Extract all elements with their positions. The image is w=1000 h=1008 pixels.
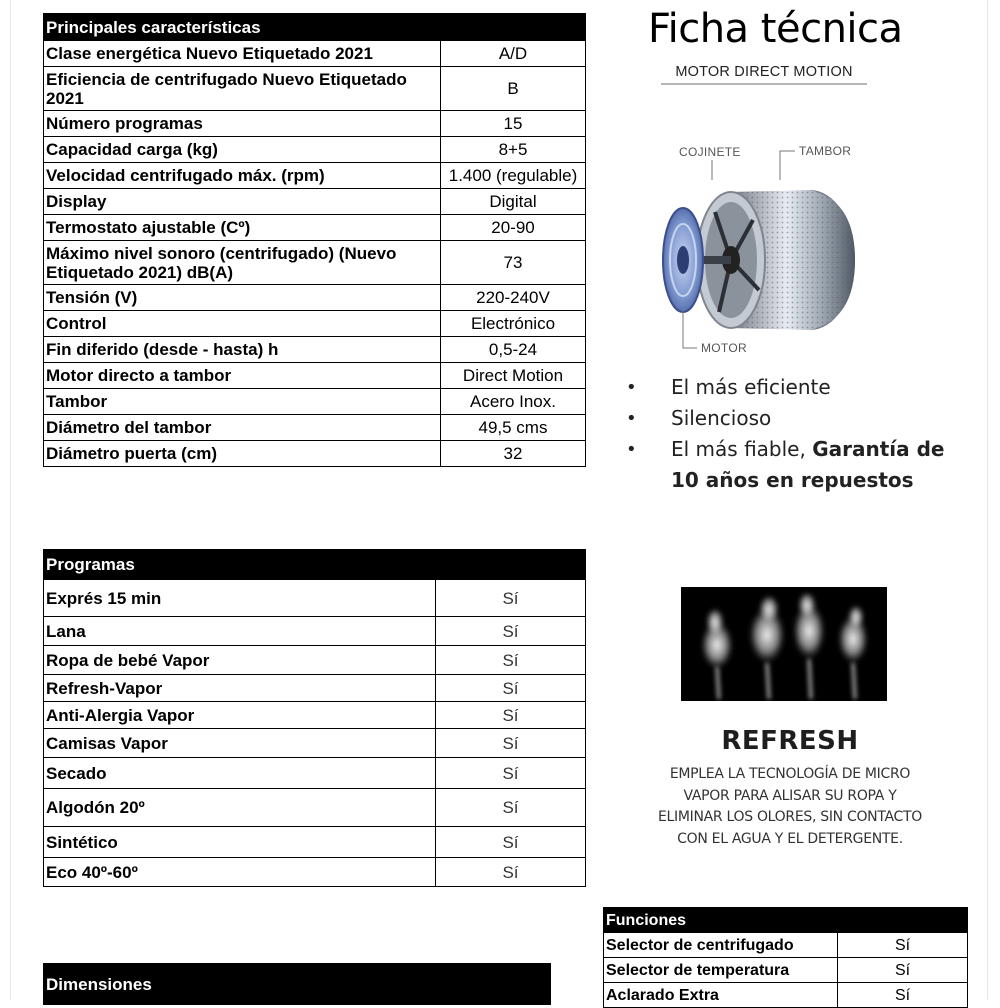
feature-text: El más fiable, bbox=[671, 437, 813, 461]
list-item bbox=[626, 403, 956, 434]
spec-value: 73 bbox=[441, 241, 586, 285]
spec-label: Número programas bbox=[44, 111, 441, 137]
program-label: Lana bbox=[44, 617, 436, 646]
table-row bbox=[44, 758, 586, 789]
table-row bbox=[44, 646, 586, 675]
motor-drum-illustration bbox=[655, 140, 870, 360]
program-value: Sí bbox=[436, 617, 586, 646]
program-value: Sí bbox=[436, 827, 586, 858]
spec-label: Diámetro puerta (cm) bbox=[44, 441, 441, 467]
list-item bbox=[626, 434, 956, 496]
spec-value: 220-240V bbox=[441, 285, 586, 311]
main-specs-header: Principales características bbox=[44, 14, 586, 41]
table-row bbox=[44, 337, 586, 363]
bearing-label: COJINETE bbox=[679, 145, 741, 159]
main-specs-header-row bbox=[44, 14, 586, 41]
spec-label: Máximo nivel sonoro (centrifugado) (Nuevo Etiquetado 2021) dB(A) bbox=[44, 241, 441, 285]
drum-label: TAMBOR bbox=[799, 144, 852, 158]
table-row bbox=[44, 163, 586, 189]
motor-diagram bbox=[655, 140, 870, 360]
programs-header: Programas bbox=[44, 550, 436, 580]
program-label: Camisas Vapor bbox=[44, 729, 436, 758]
table-row bbox=[44, 441, 586, 467]
function-value: Sí bbox=[838, 958, 968, 983]
table-row bbox=[604, 958, 968, 983]
spec-value: 15 bbox=[441, 111, 586, 137]
spec-value: B bbox=[441, 67, 586, 111]
spec-label: Clase energética Nuevo Etiquetado 2021 bbox=[44, 41, 441, 67]
table-row bbox=[44, 789, 586, 827]
program-value: Sí bbox=[436, 858, 586, 887]
spec-value: A/D bbox=[441, 41, 586, 67]
dimensions-header-row bbox=[44, 964, 551, 1005]
table-row bbox=[44, 41, 586, 67]
table-row bbox=[44, 580, 586, 617]
spec-label: Capacidad carga (kg) bbox=[44, 137, 441, 163]
spec-label: Display bbox=[44, 189, 441, 215]
spec-label: Diámetro del tambor bbox=[44, 415, 441, 441]
spec-value: Digital bbox=[441, 189, 586, 215]
table-row bbox=[44, 729, 586, 758]
function-label: Selector de centrifugado bbox=[604, 933, 838, 958]
steam-image bbox=[681, 587, 887, 701]
programs-header-blank bbox=[436, 550, 586, 580]
table-row bbox=[44, 111, 586, 137]
function-label: Aclarado Extra bbox=[604, 983, 838, 1008]
program-label: Exprés 15 min bbox=[44, 580, 436, 617]
dimensions-table bbox=[43, 963, 551, 1005]
table-row bbox=[44, 189, 586, 215]
spec-label: Control bbox=[44, 311, 441, 337]
function-value: Sí bbox=[838, 933, 968, 958]
program-value: Sí bbox=[436, 580, 586, 617]
programs-header-row bbox=[44, 550, 586, 580]
table-row bbox=[44, 67, 586, 111]
program-label: Eco 40º-60º bbox=[44, 858, 436, 887]
spec-label: Eficiencia de centrifugado Nuevo Etiquetado 2021 bbox=[44, 67, 441, 111]
table-row bbox=[44, 415, 586, 441]
refresh-title: REFRESH bbox=[721, 726, 859, 756]
spec-label: Termostato ajustable (Cº) bbox=[44, 215, 441, 241]
spec-value: 20-90 bbox=[441, 215, 586, 241]
program-label: Refresh-Vapor bbox=[44, 675, 436, 702]
program-value: Sí bbox=[436, 789, 586, 827]
feature-text: El más eficiente bbox=[671, 375, 831, 399]
spec-value: 1.400 (regulable) bbox=[441, 163, 586, 189]
spec-value: 32 bbox=[441, 441, 586, 467]
feature-warranty: Garantía de 10 años en repuestos bbox=[671, 437, 945, 492]
table-row bbox=[44, 215, 586, 241]
list-item bbox=[626, 372, 956, 403]
spec-value: 0,5-24 bbox=[441, 337, 586, 363]
spec-label: Fin diferido (desde - hasta) h bbox=[44, 337, 441, 363]
table-row bbox=[44, 311, 586, 337]
feature-text: Silencioso bbox=[671, 406, 772, 430]
program-label: Secado bbox=[44, 758, 436, 789]
program-label: Ropa de bebé Vapor bbox=[44, 646, 436, 675]
table-row bbox=[44, 675, 586, 702]
table-row bbox=[44, 827, 586, 858]
spec-value: Acero Inox. bbox=[441, 389, 586, 415]
main-specs-table bbox=[43, 13, 586, 467]
feature-list bbox=[626, 372, 956, 496]
program-value: Sí bbox=[436, 729, 586, 758]
program-value: Sí bbox=[436, 702, 586, 729]
spec-label: Tambor bbox=[44, 389, 441, 415]
motor-label: MOTOR bbox=[701, 341, 747, 355]
functions-table bbox=[603, 907, 968, 1008]
table-row bbox=[44, 241, 586, 285]
refresh-description: EMPLEA LA TECNOLOGÍA DE MICRO VAPOR PARA ALISAR SU ROPA Y ELIMINAR LOS OLORES, SIN CONTACTO CON EL AGUA Y EL DETERGENTE. bbox=[657, 766, 923, 847]
table-row bbox=[44, 702, 586, 729]
spec-label: Velocidad centrifugado máx. (rpm) bbox=[44, 163, 441, 189]
table-row bbox=[604, 983, 968, 1008]
program-value: Sí bbox=[436, 758, 586, 789]
program-value: Sí bbox=[436, 646, 586, 675]
table-row bbox=[44, 137, 586, 163]
function-label: Selector de temperatura bbox=[604, 958, 838, 983]
motor-subtitle: MOTOR DIRECT MOTION bbox=[661, 64, 867, 85]
table-row bbox=[44, 389, 586, 415]
table-row bbox=[44, 285, 586, 311]
table-row bbox=[44, 858, 586, 887]
programs-table bbox=[43, 549, 586, 887]
program-value: Sí bbox=[436, 675, 586, 702]
spec-label: Motor directo a tambor bbox=[44, 363, 441, 389]
spec-label: Tensión (V) bbox=[44, 285, 441, 311]
steam-icon bbox=[681, 587, 887, 701]
table-row bbox=[44, 363, 586, 389]
spec-value: Electrónico bbox=[441, 311, 586, 337]
dimensions-header: Dimensiones bbox=[44, 964, 551, 1005]
program-label: Anti-Alergia Vapor bbox=[44, 702, 436, 729]
table-row bbox=[44, 617, 586, 646]
program-label: Sintético bbox=[44, 827, 436, 858]
spec-value: 8+5 bbox=[441, 137, 586, 163]
program-label: Algodón 20º bbox=[44, 789, 436, 827]
page-title: Ficha técnica bbox=[648, 6, 903, 52]
functions-header: Funciones bbox=[604, 908, 968, 933]
functions-header-row bbox=[604, 908, 968, 933]
spec-value: Direct Motion bbox=[441, 363, 586, 389]
table-row bbox=[604, 933, 968, 958]
spec-value: 49,5 cms bbox=[441, 415, 586, 441]
function-value: Sí bbox=[838, 983, 968, 1008]
